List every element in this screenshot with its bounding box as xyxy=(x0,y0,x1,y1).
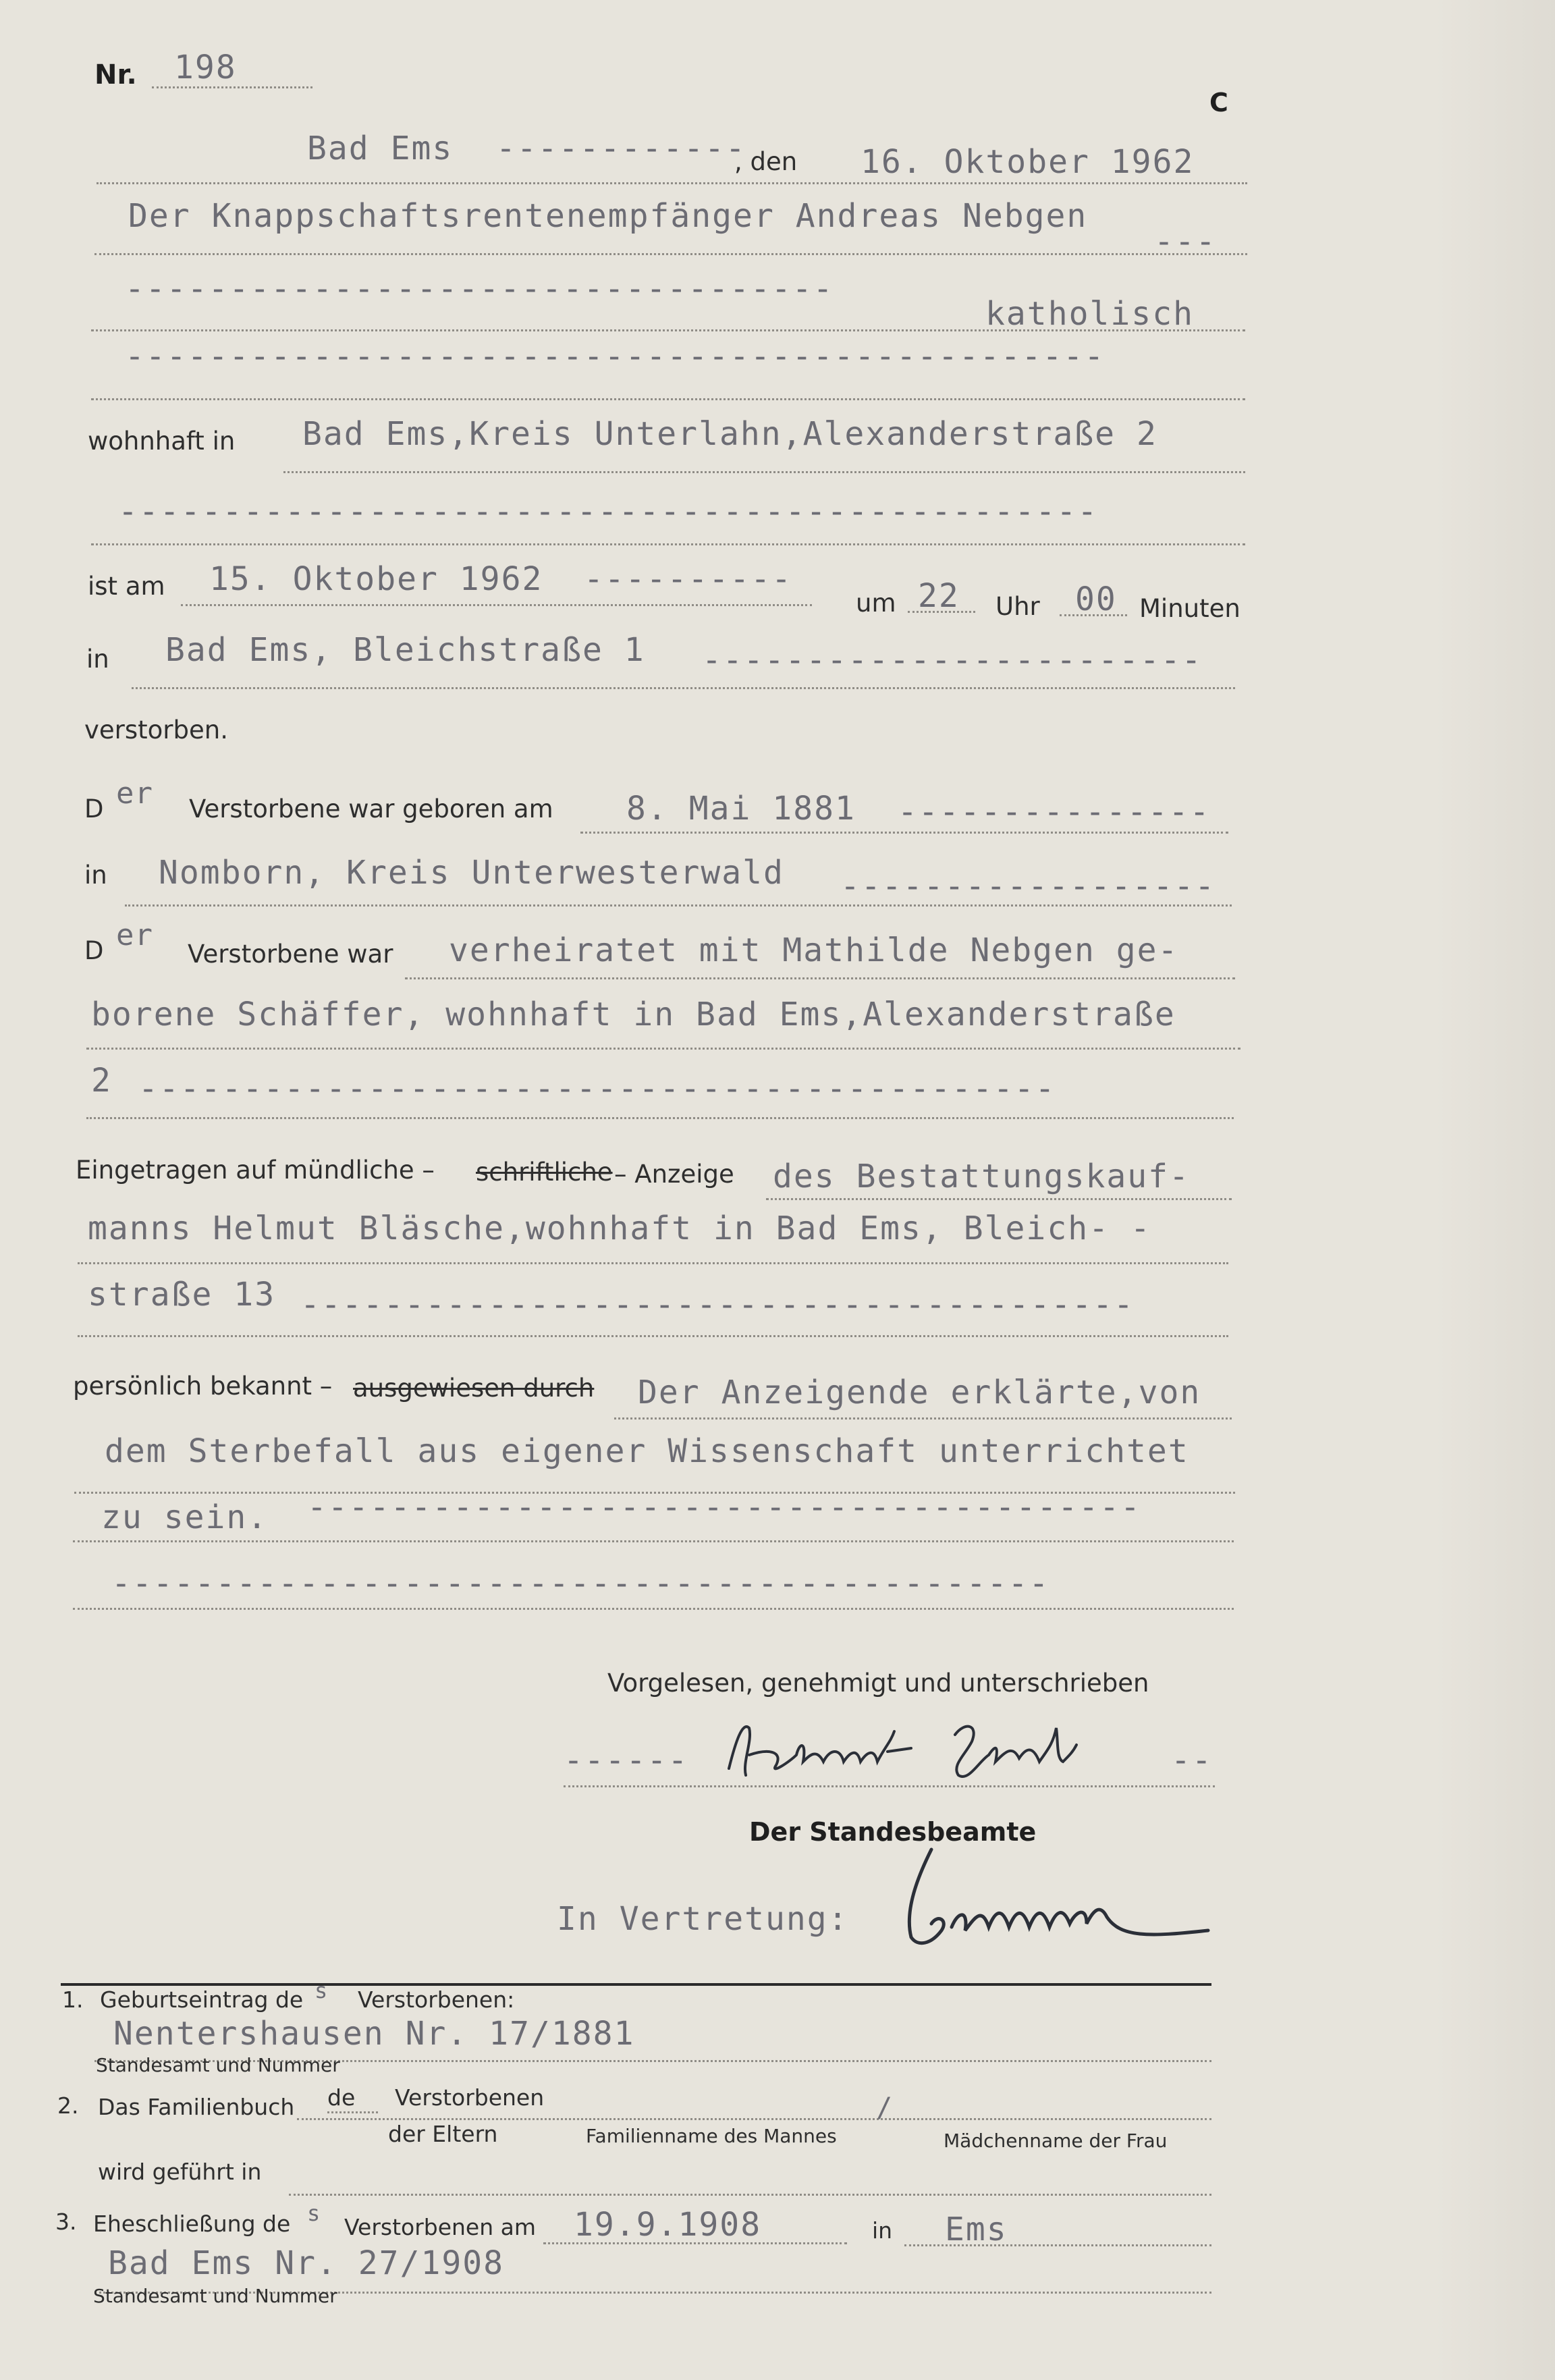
marital-line3: 2 xyxy=(91,1062,112,1100)
registration-label-a: Eingetragen auf mündliche – xyxy=(76,1156,435,1185)
nr-label: Nr. xyxy=(94,59,137,90)
birth-place-dotline xyxy=(125,904,1232,907)
footer-item2-mannes: Familienname des Mannes xyxy=(586,2125,837,2147)
footer-item2-verstorbenen: Verstorbenen xyxy=(395,2084,545,2111)
nr-value: 198 xyxy=(174,49,237,86)
footer-item1-label-a: Geburtseintrag de xyxy=(100,1986,304,2013)
registrar-label: Der Standesbeamte xyxy=(749,1817,1037,1847)
death-date-dotline xyxy=(181,604,812,606)
registration-line1: des Bestattungskauf- xyxy=(773,1158,1190,1195)
registration-dotline-3 xyxy=(78,1335,1228,1337)
residence-dotline xyxy=(283,471,1245,473)
marital-d-suffix: er xyxy=(116,918,153,952)
death-in-label: in xyxy=(86,645,109,674)
identity-line1: Der Anzeigende erklärte,von xyxy=(638,1374,1201,1411)
date-prefix: , den xyxy=(734,147,798,176)
informant-dashes-left: ------ xyxy=(564,1741,689,1779)
header-dotline xyxy=(97,182,1247,184)
footer-item3-date-dotline xyxy=(543,2242,847,2244)
birth-place-dashes: ------------------ xyxy=(840,867,1216,905)
identity-dotline-3 xyxy=(73,1540,1234,1542)
birth-d-suffix: er xyxy=(116,776,153,811)
read-approved-label: Vorgelesen, genehmigt und unterschrieben xyxy=(607,1669,1149,1698)
registration-line2: manns Helmut Bläsche,wohnhaft in Bad Ems, Bleich- - xyxy=(88,1210,1151,1247)
footer-item2-frau: Mädchenname der Frau xyxy=(944,2130,1168,2152)
footer-item2-kept-dotline xyxy=(289,2194,1211,2196)
blank-dotline-3 xyxy=(73,1608,1234,1610)
deceased-title-name: Der Knappschaftsrentenempfänger Andreas Nebgen xyxy=(128,197,1088,235)
footer-item3-num: 3. xyxy=(55,2209,77,2235)
identity-label-a: persönlich bekannt – xyxy=(73,1372,333,1401)
footer-item1-label-s: s xyxy=(315,1978,329,2003)
footer-item3-in: in xyxy=(872,2217,893,2244)
footer-item2-de: de xyxy=(327,2084,356,2111)
death-at-label: um xyxy=(856,589,896,618)
identity-line3-dashes: ---------------------------------------- xyxy=(307,1488,1141,1526)
blank-dashes-2: --------------------------------------------- xyxy=(111,1565,1050,1602)
footer-item2-num: 2. xyxy=(57,2092,79,2119)
birth-date: 8. Mai 1881 xyxy=(626,790,856,828)
registration-label-struck: schriftliche xyxy=(476,1158,613,1187)
header-place: Bad Ems xyxy=(307,130,454,167)
marital-line3-dashes: -------------------------------------------- xyxy=(138,1070,1056,1108)
registration-label-b: – Anzeige xyxy=(614,1160,734,1189)
footer-item3-label-a: Eheschließung de xyxy=(93,2211,291,2237)
registration-line3-dashes: ---------------------------------------- xyxy=(300,1286,1135,1324)
form-letter: C xyxy=(1209,88,1228,117)
footer-item3-place-dotline xyxy=(904,2244,1211,2246)
footer-item3-label-s: s xyxy=(307,2200,321,2226)
nr-dotline xyxy=(152,86,312,88)
death-place-dashes: ------------------------ xyxy=(702,641,1203,679)
registrar-signature xyxy=(891,1836,1228,1957)
marital-dotline-2 xyxy=(86,1048,1240,1050)
birth-date-dotline xyxy=(580,832,1228,834)
religion-dotline xyxy=(91,329,1245,331)
footer-item2-eltern: der Eltern xyxy=(388,2121,498,2147)
identity-line2: dem Sterbefall aus eigener Wissenschaft unterrichtet xyxy=(105,1432,1189,1470)
marital-label: Verstorbene war xyxy=(188,940,393,969)
informant-dashes-right: -- xyxy=(1171,1741,1213,1779)
informant-signature xyxy=(722,1714,1181,1789)
footer-item2-dotline xyxy=(297,2118,1211,2120)
footer-item3-caption: Standesamt und Nummer xyxy=(93,2285,337,2307)
footer-item2-label: Das Familienbuch xyxy=(98,2094,295,2120)
death-date-dashes: ---------- xyxy=(584,560,792,598)
header-date: 16. Oktober 1962 xyxy=(861,143,1195,181)
minute-label: Minuten xyxy=(1139,594,1240,623)
registration-dotline-1 xyxy=(766,1198,1232,1200)
residence-dashes: ----------------------------------------------- xyxy=(118,493,1099,531)
footer-item3-place: Ems xyxy=(945,2211,1008,2248)
marital-d-prefix: D xyxy=(84,936,104,965)
death-hour: 22 xyxy=(918,577,960,615)
marital-dotline-3 xyxy=(86,1117,1234,1119)
religion-value: katholisch xyxy=(985,295,1194,333)
footer-item1-label-b: Verstorbenen: xyxy=(358,1986,515,2013)
birth-in-label: in xyxy=(84,861,107,890)
death-place-dotline xyxy=(132,687,1235,689)
name-dotline xyxy=(94,253,1247,255)
footer-item3-label-b: Verstorbenen am xyxy=(344,2214,537,2240)
identity-label-struck: ausgewiesen durch xyxy=(353,1374,595,1403)
blank-dotline-2 xyxy=(91,543,1245,545)
footer-item3-value: Bad Ems Nr. 27/1908 xyxy=(108,2244,505,2282)
marital-line2: borene Schäffer, wohnhaft in Bad Ems,Alexanderstraße xyxy=(91,996,1176,1033)
death-on-label: ist am xyxy=(88,572,165,601)
identity-dotline-1 xyxy=(614,1417,1232,1419)
registration-dotline-2 xyxy=(78,1262,1228,1264)
footer-item2-de-dotline xyxy=(327,2111,378,2113)
marital-line1: verheiratet mit Mathilde Nebgen ge- xyxy=(449,931,1179,969)
blank-dotline-1 xyxy=(91,398,1245,400)
birth-place: Nomborn, Kreis Unterwesterwald xyxy=(159,854,784,892)
residence-label: wohnhaft in xyxy=(88,427,236,456)
death-minute: 00 xyxy=(1075,580,1117,618)
page-edge-shadow xyxy=(1434,0,1555,2380)
died-label: verstorben. xyxy=(84,715,228,745)
born-label: Verstorbene war geboren am xyxy=(189,794,553,823)
deceased-name-dashes: --- xyxy=(1154,223,1217,261)
marital-dotline-1 xyxy=(405,977,1235,979)
residence-value: Bad Ems,Kreis Unterlahn,Alexanderstraße 2 xyxy=(302,415,1157,453)
blank-dashes-1: ----------------------------------------------- xyxy=(125,337,1106,375)
hour-label: Uhr xyxy=(995,592,1040,621)
header-place-dashes: ------------ xyxy=(496,130,746,167)
death-date: 15. Oktober 1962 xyxy=(209,560,543,598)
footer-item2-kept: wird geführt in xyxy=(98,2159,262,2185)
hour-dotline xyxy=(908,611,975,613)
deputy-label: In Vertretung: xyxy=(557,1900,849,1938)
footer-item1-num: 1. xyxy=(62,1986,84,2013)
footer-divider xyxy=(61,1983,1211,1986)
footer-item2-slash: / xyxy=(876,2092,894,2124)
identity-line3: zu sein. xyxy=(101,1498,269,1536)
birth-d-prefix: D xyxy=(84,794,104,823)
footer-item1-caption: Standesamt und Nummer xyxy=(96,2054,340,2076)
death-place: Bad Ems, Bleichstraße 1 xyxy=(165,631,645,669)
minute-dotline xyxy=(1060,614,1127,616)
birth-date-dashes: --------------- xyxy=(898,793,1211,831)
registration-line3: straße 13 xyxy=(88,1276,276,1314)
religion-dashes: ---------------------------------- xyxy=(125,270,834,308)
footer-item3-date: 19.9.1908 xyxy=(574,2206,762,2244)
footer-item1-value: Nentershausen Nr. 17/1881 xyxy=(113,2015,635,2053)
